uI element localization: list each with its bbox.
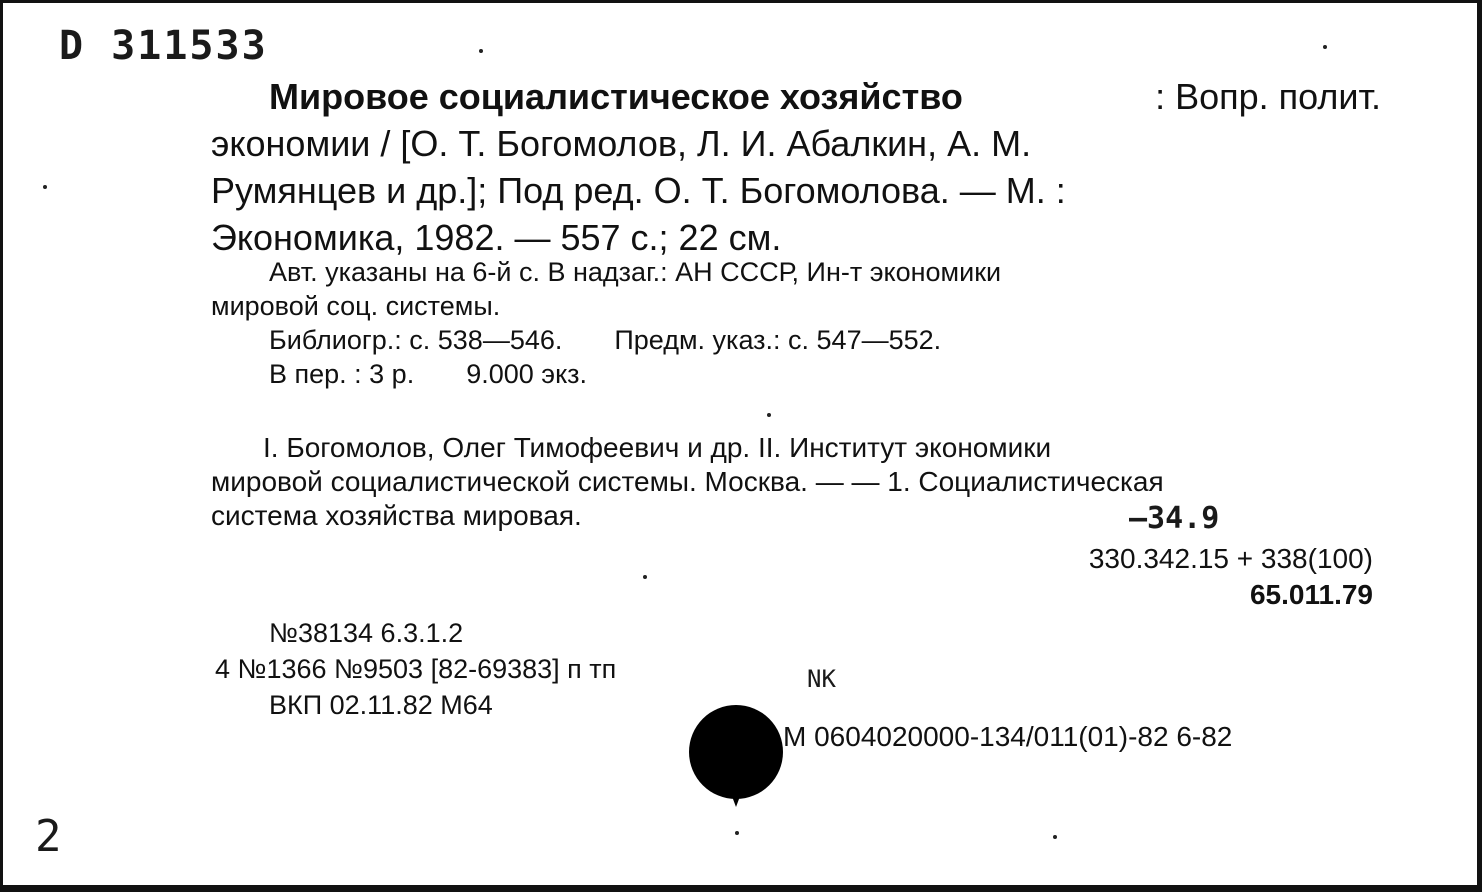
tracing-line-3: система хозяйства мировая. — [211, 500, 582, 531]
note-bibliography — [211, 323, 1381, 357]
speck — [479, 49, 483, 53]
bbk-index: 65.011.79 — [1249, 579, 1373, 610]
ink-blot — [689, 705, 783, 799]
record-numbers: 4 №1366 №9503 [82-69383] п тп — [215, 654, 617, 684]
speck — [735, 831, 739, 835]
note-authors: Авт. указаны на 6-й с. В надзаг.: АН СССР, Ин-т экономики — [269, 257, 1002, 287]
handwritten-class-number: —34.9 — [1129, 501, 1220, 536]
imprint-line: Экономика, 1982. — 557 с.; 22 см. — [211, 217, 782, 258]
note-price — [211, 357, 1381, 391]
subject-index: Предм. указ.: с. 547—552. — [614, 325, 942, 355]
price: В пер. : 3 р. — [269, 359, 415, 389]
authors-line: экономии / [О. Т. Богомолов, Л. И. Абалкин, А. М. — [211, 123, 1032, 164]
bibliography: Библиогр.: с. 538—546. — [269, 325, 563, 355]
handwritten-initials: NK — [807, 665, 836, 693]
speck — [1053, 835, 1057, 839]
title-continuation: : Вопр. полит. — [1155, 76, 1381, 117]
tracing-line-2: мировой социалистической системы. Москва. — — 1. Социалистическая — [211, 466, 1164, 497]
speck — [767, 413, 771, 417]
handwritten-corner-mark: 2 — [35, 811, 62, 862]
notes-block — [211, 255, 1381, 391]
accession-number: №38134 6.3.1.2 — [269, 618, 464, 648]
speck — [643, 575, 647, 579]
call-number: D 311533 — [59, 23, 268, 69]
ink-blot-drip — [730, 791, 742, 807]
print-run: 9.000 экз. — [466, 359, 588, 389]
editor-line: Румянцев и др.]; Под ред. О. Т. Богомолова. — М. : — [211, 170, 1066, 211]
note-institution: мировой соц. системы. — [211, 291, 501, 321]
speck — [1323, 45, 1327, 49]
udc-index: 330.342.15 + 338(100) — [1088, 543, 1373, 574]
bibliographic-description — [211, 73, 1381, 261]
speck — [43, 185, 47, 189]
tracing-line-1: I. Богомолов, Олег Тимофеевич и др. II. Институт экономики — [263, 432, 1052, 463]
vkp-stamp: ВКП 02.11.82 М64 — [269, 690, 493, 720]
index-code: М 0604020000-134/011(01)-82 6-82 — [783, 721, 1233, 752]
title-line — [211, 73, 1381, 120]
title: Мировое социалистическое хозяйство — [269, 76, 963, 117]
